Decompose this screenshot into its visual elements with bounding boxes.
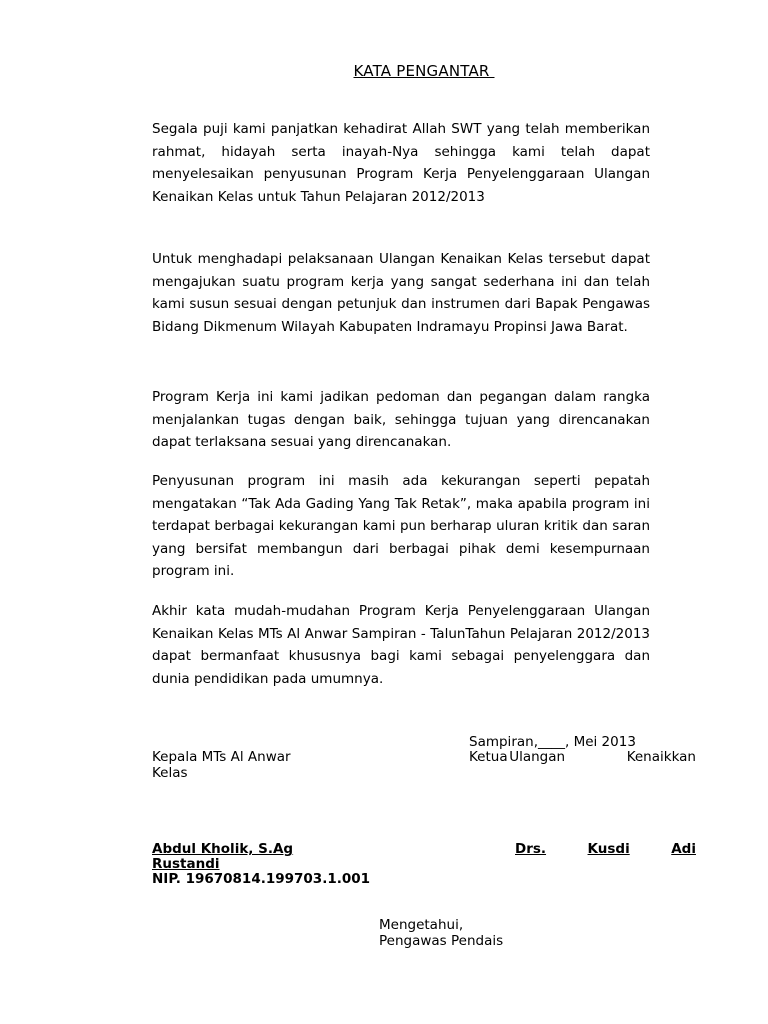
- right-signatory-name-line2: Rustandi: [152, 856, 220, 872]
- paragraph-2: Untuk menghadapi pelaksanaan Ulangan Kenaikan Kelas tersebut dapat mengajukan suatu program kerja yang sangat sederhana ini dan telah kami susun sesuai dengan petunjuk dan instrumen dari Bapak Pengawas Bidang Dikmenum Wilayah Kabupaten Indramayu Propinsi Jawa Barat.: [152, 251, 650, 335]
- right-name-word-2: Kusdi: [587, 841, 630, 857]
- supervisor-role: Pengawas Pendais: [379, 933, 504, 949]
- acknowledge-label: Mengetahui,: [379, 917, 464, 933]
- paragraph-3: Program Kerja ini kami jadikan pedoman dan pegangan dalam rangka menjalankan tugas dengan baik, sehingga tujuan yang direncanakan dapat terlaksana sesuai yang direncanakan.: [152, 389, 650, 450]
- right-signatory-name-line1: [515, 841, 696, 857]
- right-role-word-1: Ketua: [469, 749, 508, 765]
- right-role-line: [469, 749, 696, 765]
- right-name-word-1: Drs.: [515, 841, 547, 857]
- paragraph-4: Penyusunan program ini masih ada kekurangan seperti pepatah mengatakan “Tak Ada Gading Yang Tak Retak”, maka apabila program ini terdapat berbagai kekurangan kami pun berharap uluran kritik dan saran yang bersifat membangun dari berbagai pihak demi kesempurnaan program ini.: [152, 473, 650, 579]
- place-date: Sampiran,____, Mei 2013: [469, 734, 636, 750]
- right-role-word-3: Kenaikkan: [626, 749, 696, 765]
- paragraph-1: Segala puji kami panjatkan kehadirat Allah SWT yang telah memberikan rahmat, hidayah serta inayah-Nya sehingga kami telah dapat menyelesaikan penyusunan Program Kerja Penyelenggaraan Ulangan Kenaikan Kelas untuk Tahun Pelajaran 2012/2013: [152, 121, 650, 205]
- left-signatory-nip: NIP. 19670814.199703.1.001: [152, 871, 371, 887]
- right-name-word-3: Adi: [671, 841, 696, 857]
- left-signatory-name: Abdul Kholik, S.Ag: [152, 841, 294, 857]
- left-role-line1: Kepala MTs Al Anwar: [152, 749, 291, 765]
- paragraph-5: Akhir kata mudah-mudahan Program Kerja Penyelenggaraan Ulangan Kenaikan Kelas MTs Al Anwar Sampiran - TalunTahun Pelajaran 2012/2013 dapat bermanfaat khususnya bagi kami sebagai penyelenggara dan dunia pendidikan pada umumnya.: [152, 603, 650, 687]
- right-role-word-2: Ulangan: [509, 749, 566, 765]
- page-title: KATA PENGANTAR: [353, 62, 495, 80]
- left-role-line2: Kelas: [152, 765, 188, 781]
